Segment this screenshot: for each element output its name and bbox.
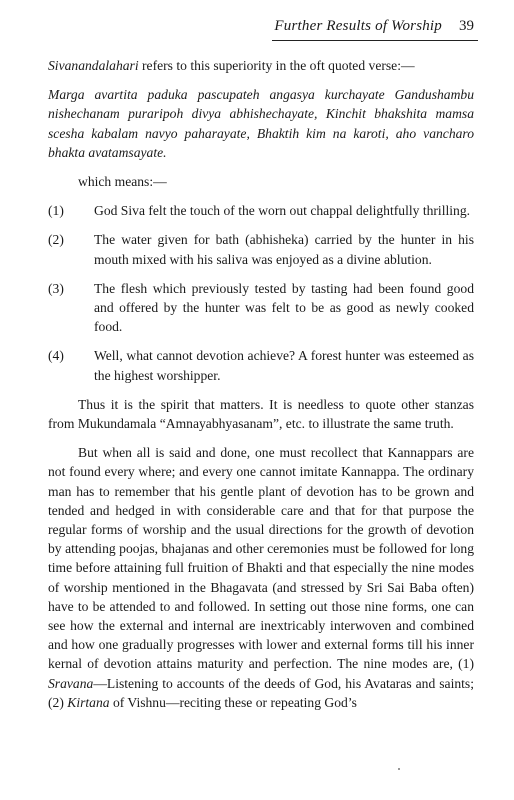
list-text: God Siva felt the touch of the worn out chappal delightfully thrilling.	[94, 203, 471, 219]
list-text: Well, what cannot devotion achieve? A forest hunter was esteemed as the highest worshipper.	[94, 348, 474, 383]
list-number: (2)	[48, 232, 64, 248]
running-title: Further Results of Worship	[274, 18, 442, 34]
intro-paragraph	[48, 56, 474, 75]
header-rule	[272, 40, 478, 41]
list-item	[48, 201, 474, 220]
paragraph-text-2: —Listening to accounts of the deeds of God, his Avataras and saints; (2)	[48, 675, 474, 710]
paragraph-text-3: of Vishnu—reciting these or repeating God’s	[109, 694, 357, 710]
list-item	[48, 230, 474, 268]
term-sravana: Sravana	[48, 675, 94, 691]
which-means-line: which means:—	[78, 174, 167, 190]
list-text: The flesh which previously tested by tasting had been found good and offered by the hunter was felt to be as good as newly cooked food.	[94, 280, 474, 335]
page-number: 39	[459, 18, 474, 34]
term-kirtana: Kirtana	[67, 694, 110, 710]
source-title: Sivanandalahari	[48, 58, 139, 73]
intro-text: refers to this superiority in the oft quoted verse:—	[138, 58, 415, 73]
list-text: The water given for bath (abhisheka) carried by the hunter in his mouth mixed with his saliva was enjoyed as a divine ablution.	[94, 232, 474, 267]
paragraph-text: But when all is said and done, one must recollect that Kannappars are not found every where; and every one cannot imitate Kannappa. The ordinary man has to remember that his gentle plant of devotion has to be grown and tended and hedged in with considerable care and that for that purpose the regular forms of worship and the usual directions for the growth of devotion by attending poojas, bhajanas and other ceremonies must be followed for long time before attaining full fruition of Bhakti and that especially the nine modes of worship mentioned in the Bhagavata (and stressed by Sri Sai Baba often) have to be attended to and followed. In setting out those nine forms, one can see how the external and internal are inextricably interwoven and combined and how one gradually progresses with lower and external forms till his inner kernal of devotion attains maturity and perfection. The nine modes are, (1)	[48, 445, 474, 672]
paragraph-kannappa	[48, 443, 474, 712]
list-item	[48, 346, 474, 384]
paragraph-spirit: Thus it is the spirit that matters. It is needless to quote other stanzas from Mukundamala “Amnayabhyasanam”, etc. to illustrate the same truth.	[48, 396, 474, 432]
print-speck	[398, 768, 400, 770]
page-body	[48, 56, 474, 722]
sanskrit-verse: Marga avartita paduka pascupateh angasya kurchayate Gandushambu nishechanam puraripoh divya abhishechayate, Kinchit bhakshita mamsa scesha kabalam navyo paharayate, Bhaktih kim na karoti, aho vancharo bhakta avatamsayate.	[48, 87, 474, 160]
list-item	[48, 279, 474, 337]
running-header	[0, 18, 514, 42]
list-number: (3)	[48, 280, 64, 296]
list-number: (1)	[48, 203, 64, 219]
list-number: (4)	[48, 348, 64, 364]
